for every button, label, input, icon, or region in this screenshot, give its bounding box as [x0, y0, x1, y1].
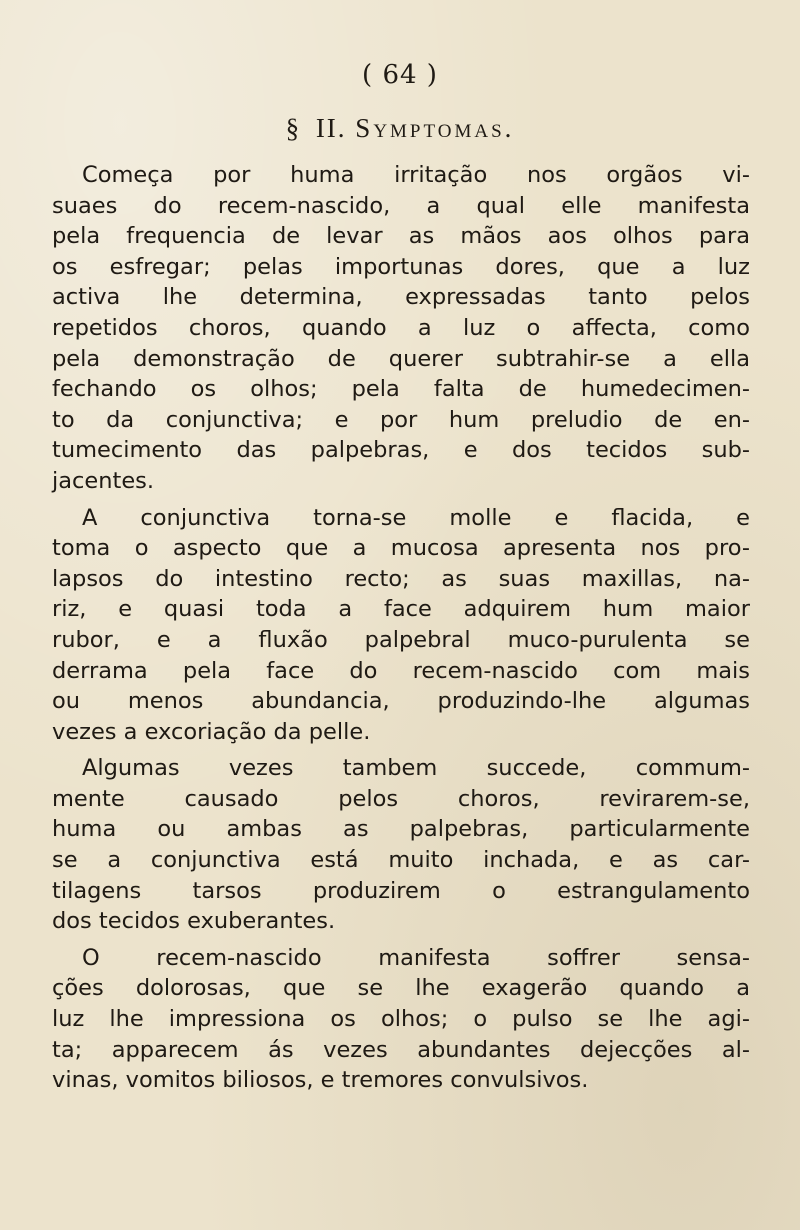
- text-line: activa lhe determina, expressadas tanto pelos: [52, 284, 750, 311]
- text-line: suaes do recem-nascido, a qual elle manifesta: [52, 192, 750, 219]
- section-heading: [0, 113, 800, 144]
- text-line: mente causado pelos choros, revirarem-se,: [52, 785, 750, 812]
- text-line: Algumas vezes tambem succede, commum-: [82, 755, 750, 782]
- text-line: ta; apparecem ás vezes abundantes dejecções al-: [52, 1036, 750, 1063]
- text-line: ções dolorosas, que se lhe exagerão quando a: [52, 975, 750, 1002]
- text-line: se a conjunctiva está muito inchada, e as car-: [52, 847, 750, 874]
- text-line: lapsos do intestino recto; as suas maxillas, na-: [52, 565, 750, 592]
- text-line: vinas, vomitos biliosos, e tremores convulsivos.: [52, 1067, 589, 1094]
- text-line: repetidos choros, quando a luz o affecta, como: [52, 314, 750, 341]
- text-line: jacentes.: [52, 467, 155, 494]
- text-line: ou menos abundancia, produzindo-lhe algumas: [52, 688, 750, 715]
- text-line: derrama pela face do recem-nascido com mais: [52, 657, 750, 684]
- paragraph-2: [52, 503, 750, 748]
- text-line: tilagens tarsos produzirem o estrangulamento: [52, 877, 750, 904]
- text-line: pela frequencia de levar as mãos aos olhos para: [52, 223, 750, 250]
- section-numeral: II.: [315, 113, 347, 143]
- text-line: Começa por huma irritação nos orgãos vi-: [82, 162, 750, 188]
- text-line: pela demonstração de querer subtrahir-se a ella: [52, 345, 750, 372]
- text-line: A conjunctiva torna-se molle e flacida, e: [82, 504, 750, 531]
- paragraph-1: [52, 160, 750, 497]
- paragraph-4: [52, 943, 750, 1096]
- text-line: tumecimento das palpebras, e dos tecidos sub-: [52, 437, 750, 464]
- text-line: O recem-nascido manifesta soffrer sensa-: [82, 944, 750, 971]
- text-line: riz, e quasi toda a face adquirem hum maior: [52, 596, 750, 623]
- text-line: toma o aspecto que a mucosa apresenta nos pro-: [52, 535, 750, 562]
- text-line: vezes a excoriação da pelle.: [52, 718, 371, 745]
- section-title: Symptomas.: [355, 113, 515, 143]
- text-line: rubor, e a fluxão palpebral muco-purulenta se: [52, 626, 750, 653]
- text-line: huma ou ambas as palpebras, particularmente: [52, 816, 750, 843]
- paragraph-3: [52, 753, 750, 937]
- text-line: fechando os olhos; pela falta de humedecimen-: [52, 376, 750, 403]
- page-number: ( 64 ): [362, 60, 438, 90]
- text-line: dos tecidos exuberantes.: [52, 908, 336, 935]
- text-line: os esfregar; pelas importunas dores, que a luz: [52, 253, 750, 280]
- section-symbol: §: [285, 113, 302, 143]
- text-line: luz lhe impressiona os olhos; o pulso se lhe agi-: [52, 1006, 750, 1033]
- text-line: to da conjunctiva; e por hum preludio de en-: [52, 406, 750, 433]
- body-text: [52, 160, 750, 1096]
